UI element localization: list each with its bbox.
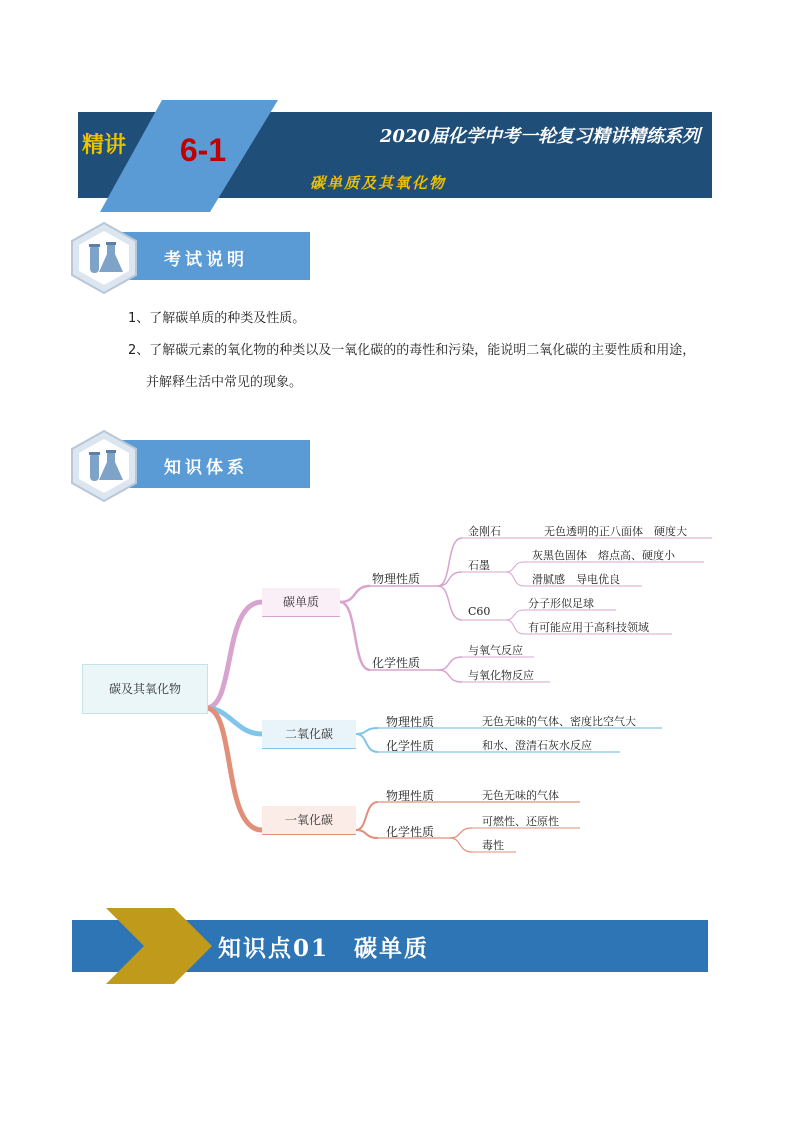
knowledge-point-title: 知识点01 碳单质 (218, 935, 430, 962)
node-co2: 二氧化碳 (262, 720, 356, 748)
lesson-subtitle: 碳单质及其氧化物 (310, 174, 447, 192)
section-title-exam: 考试说明 (164, 250, 248, 270)
co2-physical: 物理性质 (386, 715, 435, 729)
c60-prop-1: 分子形似足球 (528, 597, 594, 610)
lesson-number: 6-1 (179, 132, 227, 168)
banner-tag: 精讲 (82, 132, 127, 158)
c60-label: C60 (468, 605, 491, 618)
graphite-prop-1: 灰黑色固体 熔点高、硬度小 (532, 549, 675, 562)
section-title-knowledge: 知识体系 (164, 458, 248, 478)
carbon-physical: 物理性质 (372, 572, 421, 586)
carbon-chemical: 化学性质 (372, 656, 421, 670)
diamond-label: 金刚石 (468, 525, 501, 538)
co-chem-1: 可燃性、还原性 (482, 815, 559, 828)
diamond-props: 无色透明的正八面体 硬度大 (544, 525, 687, 538)
co-physical-desc: 无色无味的气体 (482, 789, 559, 802)
mindmap-root: 碳及其氧化物 (82, 664, 208, 714)
graphite-label: 石墨 (468, 559, 490, 572)
co-chem-2: 毒性 (482, 839, 504, 852)
exam-item-1: 1、了解碳单质的种类及性质。 (128, 311, 306, 326)
carbon-chem-1: 与氧气反应 (468, 644, 523, 657)
exam-item-2: 2、了解碳元素的氧化物的种类以及一氧化碳的的毒性和污染，能说明二氧化碳的主要性质和用途， (128, 343, 696, 358)
co-physical: 物理性质 (386, 789, 435, 803)
co2-physical-desc: 无色无味的气体、密度比空气大 (482, 715, 636, 728)
co2-chemical: 化学性质 (386, 739, 435, 753)
node-carbon: 碳单质 (262, 588, 340, 616)
chevron-arrow-icon (100, 906, 216, 986)
exam-item-3: 并解释生活中常见的现象。 (146, 375, 303, 390)
series-title: 2020届化学中考一轮复习精讲精练系列 (379, 126, 700, 147)
co2-chemical-desc: 和水、澄清石灰水反应 (482, 739, 592, 752)
co-chemical: 化学性质 (386, 825, 435, 839)
node-co: 一氧化碳 (262, 806, 356, 834)
graphite-prop-2: 滑腻感 导电优良 (532, 573, 620, 586)
c60-prop-2: 有可能应用于高科技领域 (528, 621, 649, 634)
carbon-chem-2: 与氧化物反应 (468, 669, 534, 682)
